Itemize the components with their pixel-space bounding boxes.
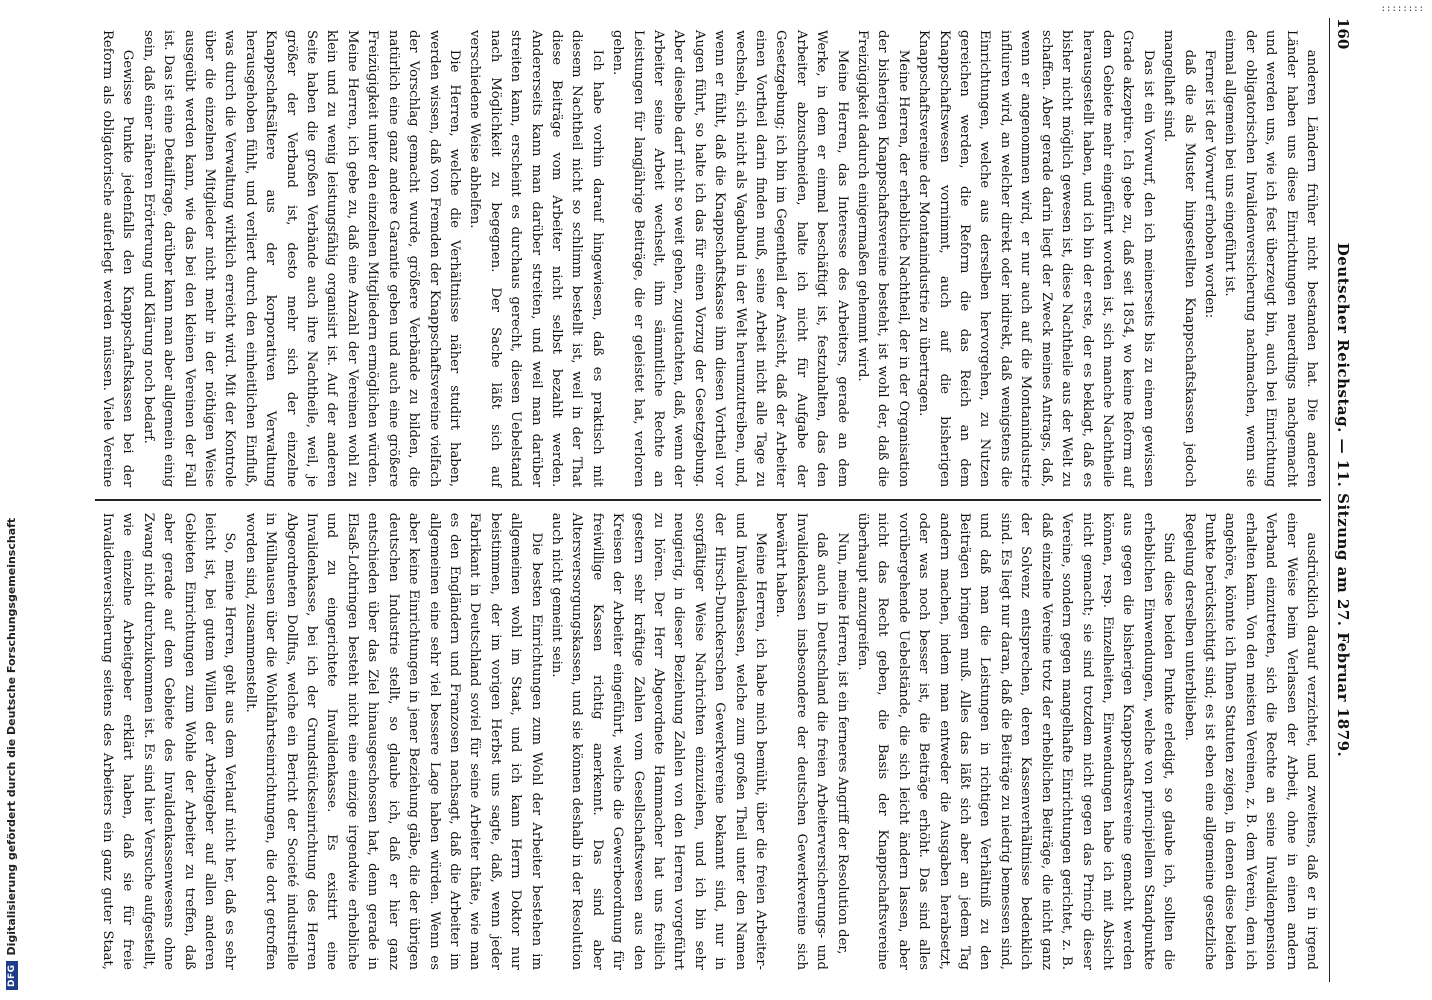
paragraph: Sind diese beiden Punkte erledigt, so glaube ich, sollten die erheblichen Einwendungen, welche von principiellem Standpunkte aus gegen die bisherigen Knappschaftsvereine gemacht werden können, resp. Einzelheiten, Einwendungen habe ich mit Absicht nicht gemacht; sie sind trotzdem nicht gegen das Princip dieser Vereine, sondern gegen mangelhafte Einrichtungen gerichtet, z. B. daß einzelne Vereine trotz der erheblichen Beiträge, die nicht ganz der Solvenz entsprechen, deren Kassenverhältnisse bedenklich sind. Es liegt nur daran, daß die Beiträge zu niedrig bemessen sind, und daß man die Leistungen in richtigen Verhältniß zu den Beiträgen bringen muß. Alles das läßt sich aber an jedem Tag andern machen, indem man entweder die Ausgaben herabsetzt, oder was noch besser ist, die Beiträge erhöht. Das sind alles vorübergehende Uebelstände, die sich leicht ändern lassen, aber nicht das Recht geben, die Basis der Knappschaftsvereine überhaupt anzugreifen. bbox=[855, 512, 1177, 970]
document-page bbox=[80, 0, 1370, 1000]
dfg-logo: DFG bbox=[6, 961, 18, 990]
paragraph: Ferner ist der Vorwurf erhoben worden: bbox=[1201, 49, 1217, 319]
running-title: Deutscher Reichstag. — 11. Sitzung am 27. Februar 1879. bbox=[1334, 242, 1352, 758]
left-column bbox=[95, 18, 1321, 499]
paragraph: Meine Herren, das Interesse des Arbeiters, gerade an dem Werke, in dem er einmal beschäftigt ist, festzuhalten, das den Arbeiter abzuschneiden, halte ich nicht für Aufgabe der Gesetzgebung; ich bin im Gegentheil der Ansicht, daß der Arbeiter einen Vortheil darin finden muß, seine Arbeit nicht alle Tage zu wechseln, sich nicht als Vagabund in der Welt herumzutreiben, und, wenn er fühlt, daß die Knappschaftskasse ihm diesen Vortheil vor Augen führt, so halte ich das für einen Vorzug der Gesetzgebung. Aber dieselbe darf nicht so weit gehen, zugutachten, daß, wenn der Arbeiter seine Arbeit wechselt, ihm sämmtliche Rechte an Leistungen für langjährige Beiträge, die er geleistet hat, verloren gehen. bbox=[610, 30, 850, 488]
paragraph: Die Herren, welche die Verhältnisse näher studirt haben, werden wissen, daß von Fremden der Knappschaftsvereine vielfach der Vorschlag gemacht wurde, größere Verbände zu bilden, die natürlich eine ganz andere Garantie geben und auch eine größere Freizügigkeit unter den einzelnen Mitgliedern ermöglichen würden. Meine Herren, ich gebe zu, daß eine Anzahl der Vereinen wohl zu klein und zu wenig leistungsfähig organisirt ist. Auf der anderen Seite haben die großen Verbände auch ihre Nachtheile, weil, je größer der Verband ist, desto mehr sich der einzelne Knappschaftsältere aus der korporativen Verwaltung herausgehoben fühlt, und verliert durch den einheitlichen Einfluß, was durch die Verwaltung wirklich erreicht wird. Mit der Kontrole über die einzelnen Mitglieder nicht mehr in der nöthigen Weise ausgeübt werden kann, wie das bei den kleinen Vereinen der Fall ist. Das ist eine Detailfrage, darüber kann man aber allgemein einig sein, daß einer näheren Erörterung und Klärung noch bedarf. bbox=[140, 30, 462, 488]
imprint-text: Digitalisierung gefördert durch die Deutsche Forschungsgemeinschaft bbox=[5, 517, 18, 956]
paragraph: ausdrücklich darauf verzichtet, und zweitens, daß er in irgend einer Weise beim Verlassen der Arbeit, ohne in einen andern Verband einzutreten, sich die Rechte an seine Invalidenpension erhalten kann. Von den meisten Vereinen, z. B. dem Verein, dem ich angehöre, könnte ich Ihnen Statuten zeigen, in denen diese beiden Punkte berücksichtigt sind; es ist eben eine allgemeine gesetzliche Regelung derselben unterblieben. bbox=[1181, 512, 1319, 970]
page-header bbox=[1329, 18, 1360, 982]
paragraph: daß auch in Deutschland die freien Arbeiterversicherungs- und Invalidenkassen insbesondere der deutschen Gewerkvereine sich bewährt haben. bbox=[773, 512, 830, 970]
right-column bbox=[95, 501, 1321, 982]
paragraph: Gewisse Punkte jedenfalls den Knappschaftskassen bei der Reform als obligatorische auferlegt werden müssen. Viele Vereine bbox=[100, 30, 136, 488]
paragraph: Ich habe vorhin darauf hingewiesen, daß es praktisch mit diesem Nachtheil nicht so schlimm bestellt ist, weil in der That diese Beiträge vom Arbeiter nicht selbst bezahlt werden. Andererseits kann man darüber streiten, und weil man darüber streiten kann, erscheint es durchaus gerecht, diesen Uebelstand nach Möglichkeit zu begegnen. Der Sache läßt sich auf verschiedene Weise abhelfen. bbox=[467, 30, 605, 488]
paragraph: Die besten Einrichtungen zum Wohl der Arbeiter bestehen im allgemeinen wohl im Staat, und ich kann Herrn Doktor nur beistimmen, der im vorigen Herbst uns sagte, daß, wenn jeder Fabrikant in Deutschland soviel für seine Arbeiter thäte, wie man es den Engländern und Franzosen nachsagt, daß die Arbeiter im allgemeinen eine sehr viel bessere Lage haben würden. Wenn es aber keine Einrichtungen in jener Beziehung gäbe, die der übrigen deutschen Industrie stellt, so glaube ich, daß er hier ganz entschieden über das Ziel hinausgeschossen hat, denn gerade in Elsaß-Lothringen besteht nicht eine einzige irgendwie erhebliche und zu eingerichtete Invalidenkasse. Es existirt eine Invalidenkasse, bei ich der Grundstückseinrichtung des Herren Abgeordneten Dollfus, welche ein Bericht der Societé industrielle in Mülhausen über die Wohlfahrtseinrichtungen, die dort getroffen worden sind, zusammenstellt. bbox=[242, 512, 544, 970]
paragraph: Das ist ein Vorwurf, den ich meinerseits bis zu einem gewissen Grade akzeptire. Ich gebe zu, daß seit 1854, wo keine Reform auf dem Gebiete mehr eingeführt worden ist, sich manche Nachtheile herausgestellt haben, und ich bin der erste, der es beklagt, daß es bisher nicht möglich gewesen ist, diese Nachtheile aus der Welt zu schaffen. Aber gerade darin liegt der Zweck meines Antrags, daß, wenn er angenommen wird, er nur auch auf die Montanindustrie influiren wird, an welcher direkt oder indirekt, daß wenigstens die Einrichtungen, welche aus derselben hervorgehen, zu Nutzen gereichen werden, die Reform die das Reich an dem Knappschaftswesen vornimmt, auch auf die bisherigen Knappschaftsvereine der Montanindustrie zu übertragen. bbox=[916, 30, 1156, 488]
paragraph: daß die als Muster hingestellten Knappschaftskassen jedoch mangelhaft sind. bbox=[1161, 30, 1197, 488]
text-columns bbox=[95, 18, 1321, 982]
corner-mark: :::::::: bbox=[1380, 4, 1424, 14]
paragraph: anderen Ländern früher nicht bestanden hat. Die anderen Länder haben uns diese Einrichtungen neuerdings nachgemacht und werden uns, wie ich fest überzeugt bin, auch bei Einrichtung der obligatorischen Invalidenversicherung nachmachen, wenn sie einmal allgemein bei uns eingeführt ist. bbox=[1222, 30, 1319, 488]
paragraph: So, meine Herren, geht aus dem Verlauf nicht her, daß es sehr leicht ist, bei gutem Willen der Arbeitgeber auf allen anderen Gebieten Einrichtungen zum Wohle der Arbeiter zu treffen, daß aber gerade auf dem Gebiete des Invalidenkassenwesens ohne Zwang nicht durchzukommen ist. Es sind hier Versuche aufgestellt, wie einzelne Arbeitgeber erklärt haben, daß sie für freie Invalidenversicherung seitens des Arbeiters ein ganz guter Staat, bbox=[100, 512, 238, 970]
paragraph: Meine Herren, der erhebliche Nachtheil, der in der Organisation der bisherigen Knappschaftsvereine besteht, ist wohl der, daß die Freizügigkeit dadurch einigermaßen gehemmt wird. bbox=[855, 30, 911, 488]
paragraph: Nun, meine Herren, ist ein ferneres Angriff der Resolution der, bbox=[834, 532, 850, 955]
page-number: 160 bbox=[1334, 18, 1352, 50]
imprint-strip bbox=[0, 0, 30, 1000]
paragraph: Meine Herren, ich habe mich bemüht, über die freien Arbeiter- und Invalidenkassen, welche zum großen Theil unter den Namen der Hirsch-Dunckerschen Gewerkvereine bekannt sind, nur in sorgfältiger Weise Nachrichten einzuziehen, und ich bin sehr neugierig, in dieser Beziehung Zahlen von den Herren vorgeführt zu hören. Der Herr Abgeordnete Hammacher hat uns freilich gestern sehr kräftige Zahlen vom Gesellschaftswesen aus den Kreisen der Arbeiter eingeführt, welche die Gewerbeordnung für freiwillige Kassen richtig anerkennt. Das sind aber Altersversorgungskassen, und sie können deshalb in der Resolution auch nicht gemeint sein. bbox=[548, 512, 769, 970]
